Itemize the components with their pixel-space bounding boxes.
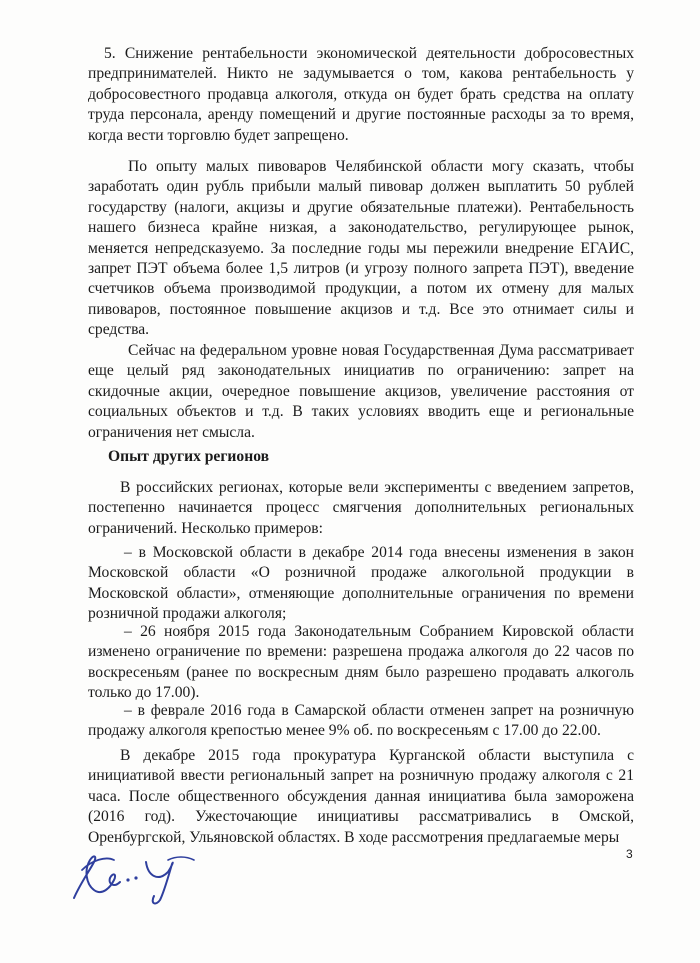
list-item-samara: – в феврале 2016 года в Самарской области отменен запрет на розничную продажу алкоголя крепостью менее 9% об. по воскресеньям с 17.00 до 22.00.	[88, 702, 634, 740]
paragraph-regions-intro: В российских регионах, которые вели эксперименты с введением запретов, постепенно начинается процесс смягчения дополнительных региональных ограничений. Несколько примеров:	[88, 479, 634, 537]
paragraph-brewers-experience: По опыту малых пивоваров Челябинской области могу сказать, чтобы заработать один рубль прибыли малый пивовар должен выплатить 50 рублей государству (налоги, акцизы и другие обязательные платежи). Рентабельность нашего бизнеса крайне низкая, а законодательство, регулирующее рынок, меняется непредсказуемо. За последние годы мы пережили внедрение ЕГАИС, запрет ПЭТ объема более 1,5 литров (и угрозу полного запрета ПЭТ), введение счетчиков объема производимой продукции, а потом их отмену для малых пивоваров, постоянное повышение акцизов и т.д. Все это отнимает силы и средства.	[88, 158, 634, 339]
page-number: 3	[626, 847, 633, 861]
list-item-moscow: – в Московской области в декабре 2014 года внесены изменения в закон Московской области «О розничной продаже алкогольной продукции в Московской области», отменяющие дополнительные ограничения по времени розничной продажи алкоголя;	[88, 544, 634, 623]
paragraph-profitability: 5. Снижение рентабельности экономической деятельности добросовестных предпринимателей. Никто не задумывается о том, какова рентабельность у добросовестного продавца алкоголя, откуда он будет брать средства на оплату труда персонала, аренду помещений и другие постоянные расходы за то время, когда вести торговлю будет запрещено.	[88, 45, 634, 144]
paragraph-kurgan: В декабре 2015 года прокуратура Курганской области выступила с инициативой ввести региональный запрет на розничную продажу алкоголя с 21 часа. После общественного обсуждения данная инициатива была заморожена (2016 год). Ужесточающие инициативы рассматривались в Омской, Оренбургской, Ульяновской областях. В ходе рассмотрения предлагаемые меры	[88, 747, 634, 846]
handwritten-signature	[64, 846, 214, 908]
section-heading: Опыт других регионов	[108, 448, 270, 465]
paragraph-federal-initiatives: Сейчас на федеральном уровне новая Государственная Дума рассматривает еще целый ряд законодательных инициатив по ограничению: запрет на скидочные акции, очередное повышение акцизов, увеличение расстояния от социальных объектов и т.д. В таких условиях вводить еще и региональные ограничения нет смысла.	[88, 342, 634, 441]
list-item-kirov: – 26 ноября 2015 года Законодательным Собранием Кировской области изменено ограничение по времени: разрешена продажа алкоголя до 22 часов по воскресеньям (ранее по воскресным дням было разрешено продавать алкоголь только до 17.00).	[88, 623, 634, 702]
